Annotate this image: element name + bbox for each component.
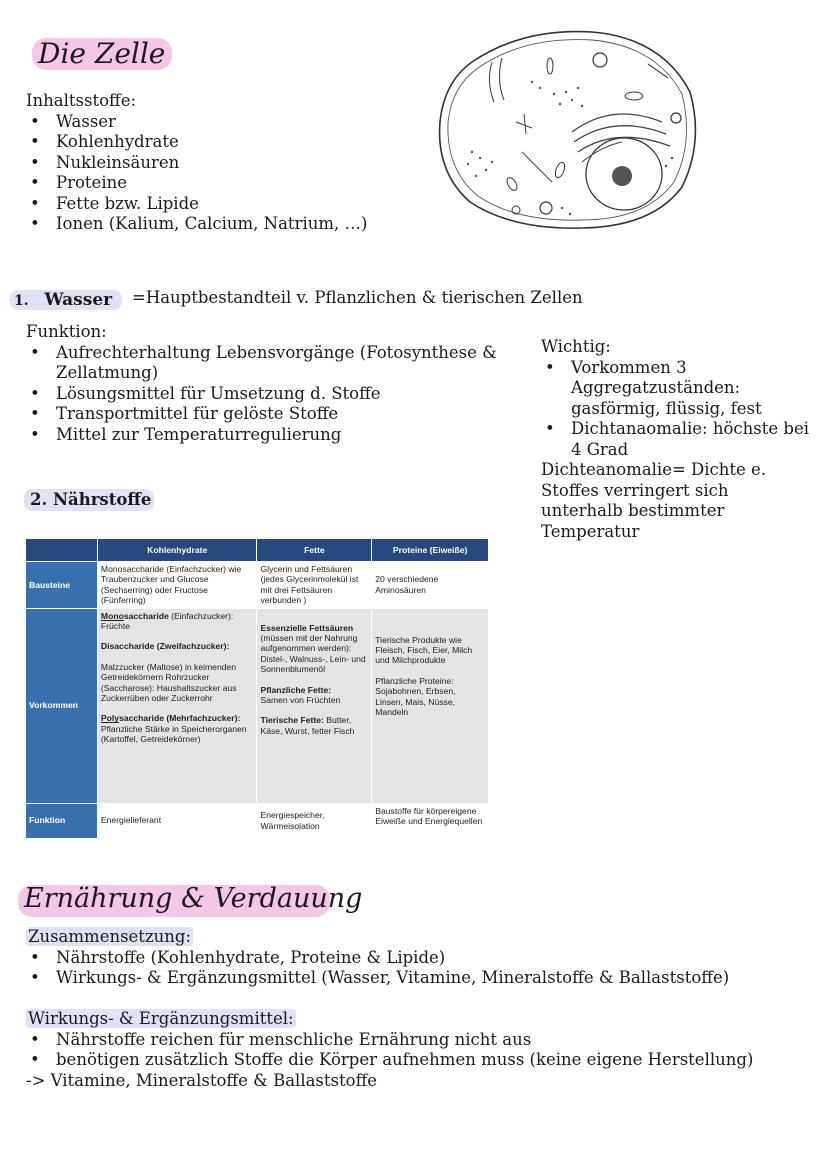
list-item: • Wirkungs- & Ergänzungsmittel (Wasser, Vitamine, Mineralstoffe & Ballaststoffe): [26, 968, 806, 989]
list-item: • Vorkommen 3 Aggregatzuständen: gasförmig, flüssig, fest: [541, 358, 811, 420]
list-item: • Nährstoffe (Kohlenhydrate, Proteine & Lipide): [26, 948, 806, 969]
list-item: • Proteine: [26, 173, 426, 194]
table-cell: Monosaccharide (Einfachzucker) wie Traubenzucker und Glucose (Sechserring) oder Fructose (Fünferring): [97, 562, 257, 609]
cell-text: Tierische Fette:: [260, 715, 324, 726]
wichtig-heading: Wichtig:: [541, 337, 611, 356]
list-item: • Nukleinsäuren: [26, 153, 426, 174]
zusammensetzung-heading: Zusammensetzung:: [28, 927, 192, 946]
cell-text: (müssen mit der Nahrung aufgenommen werden): Distel-, Walnuss-, Lein- und Sonnenblumenöl: [260, 633, 366, 675]
cell-text: Disaccharide (Zweifachzucker):: [100, 641, 230, 652]
wasser-definition: =Hauptbestandteil v. Pflanzlichen & tierischen Zellen: [132, 288, 583, 307]
row-header: Vorkommen: [26, 608, 98, 803]
list-item: • Ionen (Kalium, Calcium, Natrium, …): [26, 214, 426, 235]
table-cell: [97, 608, 257, 803]
table-header: Fette: [257, 539, 372, 562]
list-item: • benötigen zusätzlich Stoffe die Körper aufnehmen muss (keine eigene Herstellung): [26, 1050, 816, 1071]
page-title: Die Zelle: [38, 37, 166, 70]
cell-text: Tierische Produkte wie Fleisch, Fisch, Eier, Milch und Milchprodukte: [375, 634, 473, 666]
cell-text: (Einfachzucker): Früchte: [100, 610, 234, 632]
wirkung-section: [26, 1009, 816, 1091]
table-header: Proteine (Eiweiße): [372, 539, 489, 562]
table-row: [26, 803, 489, 838]
table-cell: Energiespeicher, Wärmeisolation: [257, 803, 372, 838]
list-item: • Dichtanaomalie: höchste bei 4 Grad: [541, 419, 811, 460]
wichtig-box: [541, 337, 811, 542]
zusammensetzung-section: [26, 927, 806, 989]
table-row: [26, 562, 489, 609]
cell-illustration: [432, 22, 704, 234]
cell-text: Malzzucker (Maltose) in keimenden Getreidekörnern Rohrzucker (Saccharose): Haushaltszucker aus Zuckerrüben oder Zuckerrohr: [100, 661, 237, 704]
table-cell: [372, 608, 489, 803]
naehrstoffe-heading: 2. Nährstoffe: [30, 490, 152, 509]
cell-text: Pflanzliche Stärke in Speicherorganen (Kartoffel, Getreidekörner): [100, 723, 247, 745]
list-item: • Fette bzw. Lipide: [26, 194, 426, 215]
table-cell: [257, 608, 372, 803]
wirkung-tail: -> Vitamine, Mineralstoffe & Ballaststoffe: [26, 1070, 378, 1090]
list-item: • Wasser: [26, 112, 426, 133]
wirkung-heading: Wirkungs- & Ergänzungsmittel:: [28, 1009, 294, 1028]
row-header: Funktion: [26, 803, 98, 838]
list-item: • Lösungsmittel für Umsetzung d. Stoffe: [26, 384, 504, 405]
list-item: • Kohlenhydrate: [26, 132, 426, 153]
cell-text: Butter, Käse, Wurst, fetter Fisch: [260, 715, 355, 736]
cell-text: Poly: [100, 713, 120, 724]
row-header: Bausteine: [26, 562, 98, 609]
cell-text: saccharide (Mehrfachzucker):: [119, 713, 241, 724]
naehrstoffe-table: [25, 538, 489, 839]
wasser-funktion: [26, 322, 504, 445]
list-item: • Aufrechterhaltung Lebensvorgänge (Fotosynthese & Zellatmung): [26, 343, 504, 384]
section-number: 1.: [14, 293, 29, 309]
cell-text: Essenzielle Fettsäuren: [260, 622, 354, 633]
table-row: [26, 608, 489, 803]
list-item: • Mittel zur Temperaturregulierung: [26, 425, 504, 446]
section-title-ernaehrung: Ernährung & Verdauung: [24, 883, 363, 914]
table-cell: 20 verschiedene Aminosäuren: [372, 562, 489, 609]
wasser-heading: [14, 288, 112, 313]
cell-text: saccharide: [123, 610, 169, 621]
inhaltsstoffe-heading: Inhaltsstoffe:: [26, 91, 137, 110]
inhaltsstoffe-section: [26, 91, 426, 235]
list-item: • Nährstoffe reichen für menschliche Ernährung nicht aus: [26, 1030, 816, 1051]
table-cell: Glycerin und Fettsäuren (jedes Glycerinmolekül ist mit drei Fettsäuren verbunden ): [257, 562, 372, 609]
dichteanomalie-note: Dichteanomalie= Dichte e. Stoffes verringert sich unterhalb bestimmter Temperatur: [541, 460, 767, 541]
table-header: Kohlenhydrate: [97, 539, 257, 562]
cell-text: Samen von Früchten: [260, 695, 341, 706]
cell-text: Pflanzliche Proteine: Sojabohnen, Erbsen, Linsen, Mais, Nüsse, Mandeln: [375, 675, 456, 718]
cell-text: Pflanzliche Fette:: [260, 684, 332, 695]
cell-text: Mono: [100, 610, 124, 621]
list-item: • Transportmittel für gelöste Stoffe: [26, 404, 504, 425]
section-title: Wasser: [44, 290, 113, 310]
table-header: [26, 539, 98, 562]
table-cell: Energielieferant: [97, 803, 257, 838]
table-cell: Baustoffe für körpereigene Eiweiße und Energiequellen: [372, 803, 489, 838]
funktion-heading: Funktion:: [26, 322, 107, 341]
